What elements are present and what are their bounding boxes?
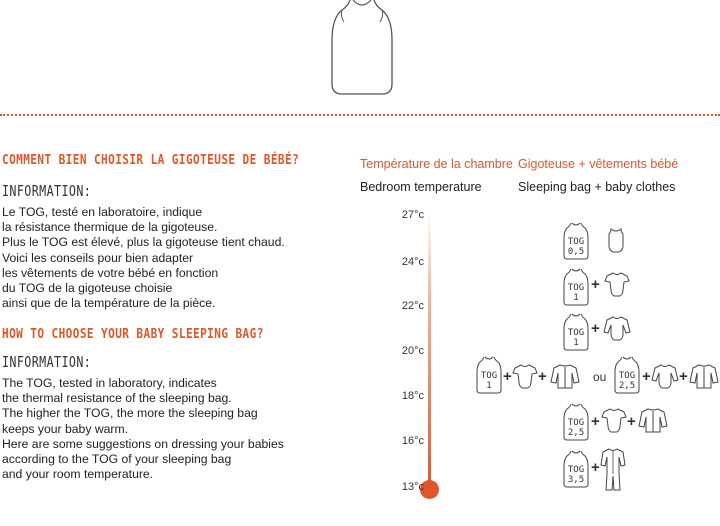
svg-text:1: 1 bbox=[486, 381, 492, 391]
svg-text:TOG: TOG bbox=[567, 465, 585, 475]
sleeping-bag-tog-icon bbox=[563, 403, 589, 441]
svg-text:2,5: 2,5 bbox=[567, 428, 585, 438]
svg-text:0,5: 0,5 bbox=[567, 247, 585, 257]
english-line: and your room temperature. bbox=[2, 467, 154, 482]
plus-sign: + bbox=[503, 368, 512, 385]
temperature-tick: 22°c bbox=[401, 300, 424, 312]
plus-sign: + bbox=[591, 459, 600, 476]
plus-sign: + bbox=[679, 368, 688, 385]
sleeping-bag-tog-icon bbox=[563, 222, 589, 260]
short-sleeve-bodysuit-icon bbox=[604, 272, 630, 298]
french-paragraph bbox=[2, 205, 285, 311]
thermometer-bar bbox=[428, 212, 431, 492]
english-line: The TOG, tested in laboratory, indicates bbox=[2, 376, 217, 390]
plus-sign: + bbox=[591, 413, 600, 430]
svg-text:TOG: TOG bbox=[567, 283, 585, 293]
bag-column-title-fr: Gigoteuse + vêtements bébé bbox=[518, 157, 679, 171]
french-info-label: INFORMATION: bbox=[2, 182, 92, 200]
french-line: Le TOG, testé en laboratoire, indique bbox=[2, 205, 203, 219]
english-info-label: INFORMATION: bbox=[2, 353, 92, 371]
sleeveless-bodysuit-icon bbox=[606, 228, 626, 254]
cardigan-icon bbox=[689, 364, 719, 390]
french-line: ainsi que de la température de la pièce. bbox=[2, 296, 216, 311]
svg-text:TOG: TOG bbox=[567, 328, 585, 338]
svg-text:TOG: TOG bbox=[567, 418, 585, 428]
temperature-tick: 24°c bbox=[401, 256, 424, 268]
plus-sign: + bbox=[591, 320, 600, 337]
french-line: la résistance thermique de la gigoteuse. bbox=[2, 220, 218, 235]
english-line: the thermal resistance of the sleeping bag. bbox=[2, 391, 232, 406]
english-line: keeps your baby warm. bbox=[2, 421, 128, 436]
sleeping-bag-tog-icon bbox=[476, 356, 502, 394]
svg-text:TOG: TOG bbox=[567, 237, 585, 247]
bag-column-title-en: Sleeping bag + baby clothes bbox=[518, 180, 676, 194]
sleepsuit-icon bbox=[600, 448, 626, 492]
french-heading: COMMENT BIEN CHOISIR LA GIGOTEUSE DE BÉBÉ? bbox=[2, 152, 300, 168]
french-line: du TOG de la gigoteuse choisie bbox=[2, 281, 173, 296]
cardigan-icon bbox=[638, 408, 668, 434]
dotted-divider bbox=[0, 114, 720, 116]
plus-sign: + bbox=[627, 413, 636, 430]
sleeping-bag-tog-icon bbox=[563, 268, 589, 306]
english-line: The higher the TOG, the more the sleeping bag bbox=[2, 406, 258, 421]
sleeping-bag-illustration bbox=[326, 0, 398, 98]
temperature-column-title-en: Bedroom temperature bbox=[360, 180, 482, 194]
english-heading: HOW TO CHOOSE YOUR BABY SLEEPING BAG? bbox=[2, 326, 264, 342]
temperature-tick: 18°c bbox=[401, 390, 424, 402]
plus-sign: + bbox=[538, 368, 547, 385]
english-line: according to the TOG of your sleeping bag bbox=[2, 452, 232, 467]
svg-text:TOG: TOG bbox=[480, 371, 498, 381]
temperature-tick: 20°c bbox=[401, 345, 424, 357]
english-paragraph bbox=[2, 376, 284, 482]
sleeping-bag-tog-icon bbox=[563, 450, 589, 488]
svg-text:1: 1 bbox=[573, 338, 579, 348]
long-sleeve-bodysuit-icon bbox=[651, 364, 679, 390]
plus-sign: + bbox=[591, 276, 600, 293]
sleeping-bag-tog-icon bbox=[614, 356, 640, 394]
short-sleeve-bodysuit-icon bbox=[512, 364, 538, 390]
short-sleeve-bodysuit-icon bbox=[601, 408, 627, 434]
temperature-tick: 27°c bbox=[401, 209, 424, 221]
french-line: Plus le TOG est élevé, plus la gigoteuse tient chaud. bbox=[2, 235, 285, 250]
english-line: Here are some suggestions on dressing your babies bbox=[2, 436, 284, 451]
svg-text:TOG: TOG bbox=[618, 371, 636, 381]
sleeping-bag-tog-icon bbox=[563, 313, 589, 351]
plus-sign: + bbox=[642, 368, 651, 385]
french-line: les vêtements de votre bébé en fonction bbox=[2, 265, 219, 280]
temperature-column-title-fr: Température de la chambre bbox=[360, 157, 513, 171]
temperature-tick: 16°c bbox=[401, 435, 424, 447]
temperature-tick: 13°c bbox=[401, 481, 424, 493]
svg-text:3,5: 3,5 bbox=[567, 475, 585, 485]
svg-text:2,5: 2,5 bbox=[618, 381, 636, 391]
svg-text:1: 1 bbox=[573, 293, 579, 303]
long-sleeve-bodysuit-icon bbox=[603, 316, 631, 342]
or-text: ou bbox=[593, 370, 607, 384]
cardigan-icon bbox=[550, 364, 580, 390]
french-line: Voici les conseils pour bien adapter bbox=[2, 250, 194, 265]
